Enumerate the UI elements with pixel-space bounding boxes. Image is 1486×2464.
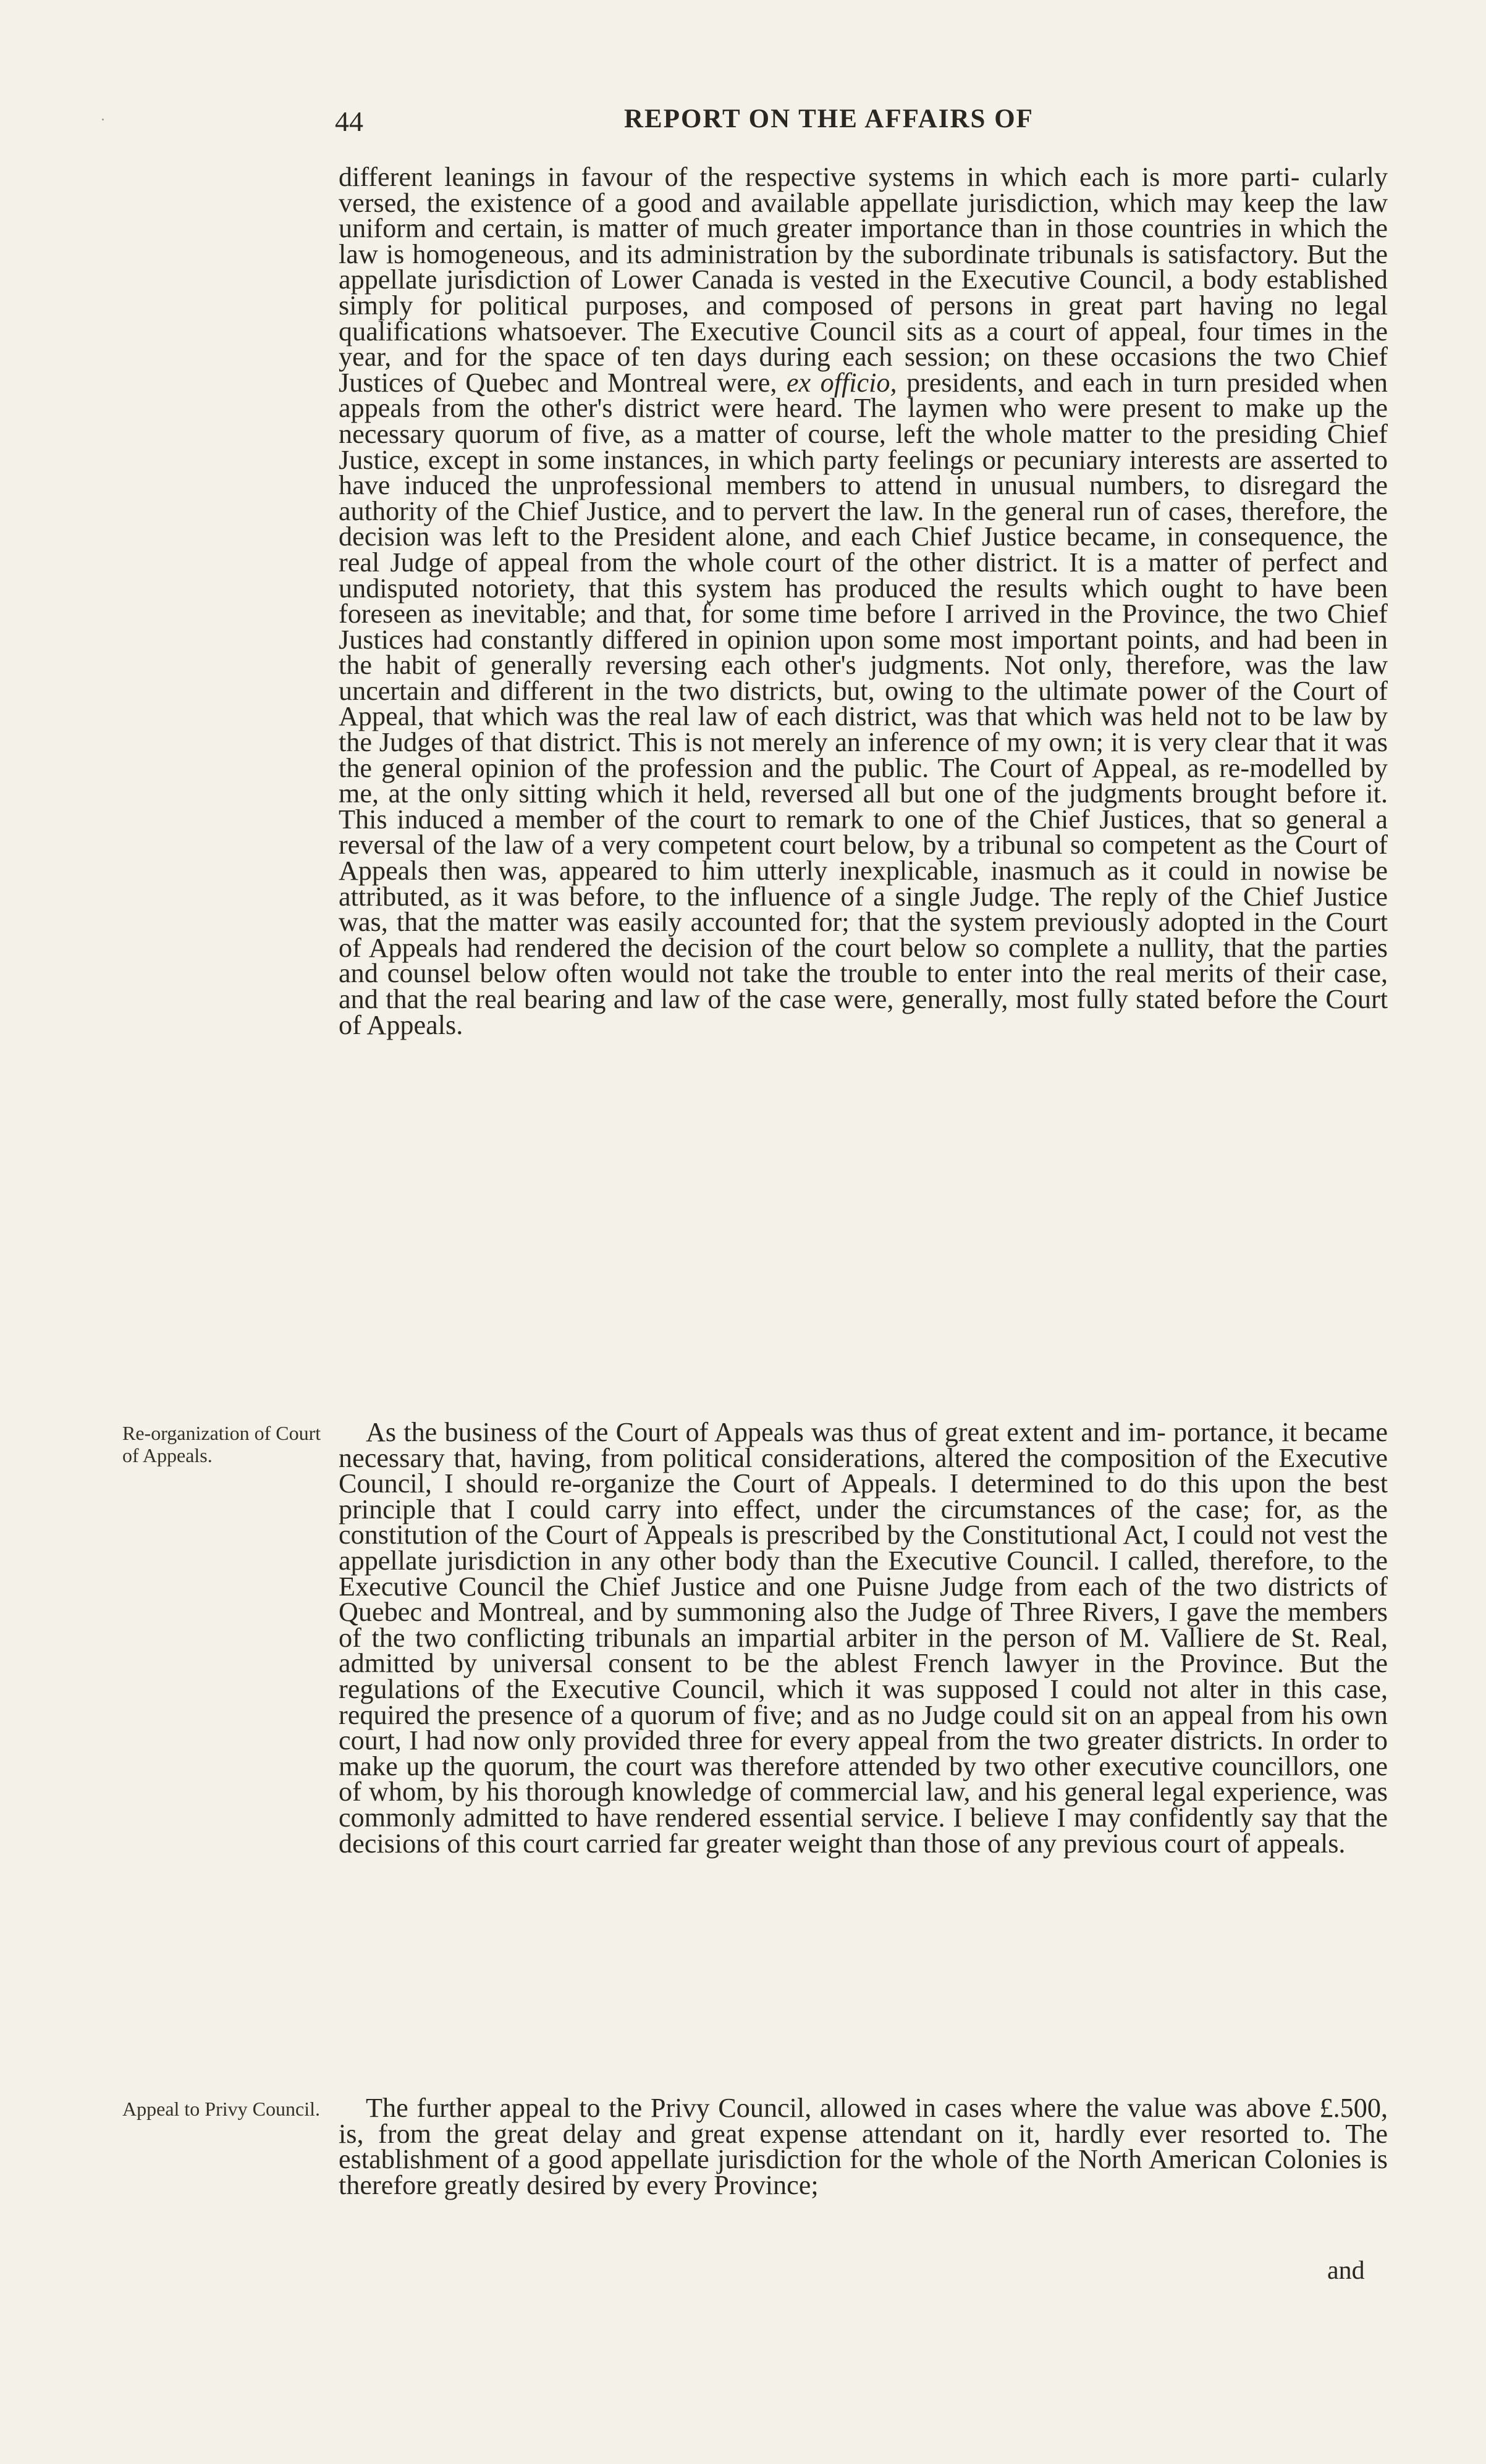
margin-note-reorganization: Re-organization of Court of Appeals. <box>122 1422 321 1466</box>
paragraph-appellate-jurisdiction <box>339 164 1388 1038</box>
paragraph-reorganization: As the business of the Court of Appeals was thus of great extent and im- portance, it became necessary that, having, from political considerations, altered the composition of the Executive Council, I should re-organize the Court of Appeals. I determined to do this upon the best principle that I could carry into effect, under the circumstances of the case; for, as the constitution of the Court of Appeals is prescribed by the Constitutional Act, I could not vest the appellate jurisdiction in any other body than the Executive Council. I called, therefore, to the Executive Council the Chief Justice and one Puisne Judge from each of the two districts of Quebec and Montreal, and by summoning also the Judge of Three Rivers, I gave the members of the two conflicting tribunals an impartial arbiter in the person of M. Valliere de St. Real, admitted by universal consent to be the ablest French lawyer in the Province. But the regulations of the Executive Council, which it was supposed I could not alter in this case, required the presence of a quorum of five; and as no Judge could sit on an appeal from his own court, I had now only provided three for every appeal from the two greater districts. In order to make up the quorum, the court was therefore attended by two other executive councillors, one of whom, by his thorough knowledge of commercial law, and his general legal experience, was commonly admitted to have rendered essential service. I believe I may confidently say that the decisions of this court carried far greater weight than those of any previous court of appeals. <box>339 1417 1388 1859</box>
running-title: REPORT ON THE AFFAIRS OF <box>624 104 1034 133</box>
paragraph-text-segment: presidents, and each in turn presided when appeals from the other's district were heard. The laymen who were present to make up the necessary quorum of five, as a matter of course, left the whole matter to the presiding Chief Justice, except in some instances, in which party feelings or pecuniary interests are asserted to have induced the unprofessional members to attend in unusual numbers, to disregard the authority of the Chief Justice, and to pervert the law. In the general run of cases, therefore, the decision was left to the President alone, and each Chief Justice became, in consequence, the real Judge of appeal from the whole court of the other district. It is a matter of perfect and undisputed notoriety, that this system has produced the results which ought to have been foreseen as inevitable; and that, for some time before I arrived in the Province, the two Chief Justices had constantly differed in opinion upon some most important points, and had been in the habit of generally reversing each other's judgments. Not only, therefore, was the law uncertain and different in the two districts, but, owing to the ultimate power of the Court of Appeal, that which was the real law of each district, was that which was held not to be law by the Judges of that district. This is not merely an inference of my own; it is very clear that it was the general opinion of the profession and the public. The Court of Appeal, as re-modelled by me, at the only sitting which it held, reversed all but one of the judgments brought before it. This induced a member of the court to remark to one of the Chief Justices, that so general a reversal of the law of a very competent court below, by a tribunal so competent as the Court of Appeals then was, appeared to him utterly inexplicable, inasmuch as it could in nowise be attributed, as it was before, to the influence of a single Judge. The reply of the Chief Justice was, that the matter was easily accounted for; that the system previously adopted in the Court of Appeals had rendered the decision of the court below so complete a nullity, that the parties and counsel below often would not take the trouble to enter into the real merits of their case, and that the real bearing and law of the case were, generally, most fully stated before the Court of Appeals. <box>339 367 1388 1040</box>
catchword: and <box>1327 2256 1365 2285</box>
paragraph-text-segment: different leanings in favour of the respective systems in which each is more parti- cularly versed, the existence of a good and available appellate jurisdiction, which may keep the law uniform and certain, is matter of much greater importance than in those countries in which the law is homogeneous, and its administration by the subordinate tribunals is satisfactory. But the appellate jurisdiction of Lower Canada is vested in the Executive Council, a body established simply for political purposes, and composed of persons in great part having no legal qualifications whatsoever. The Executive Council sits as a court of appeal, four times in the year, and for the space of ten days during each session; on these occasions the two Chief Justices of Quebec and Montreal were, <box>339 162 1388 398</box>
page-number: 44 <box>335 106 363 137</box>
margin-note-privy-council: Appeal to Privy Council. <box>122 2098 320 2120</box>
italic-phrase: ex officio, <box>786 367 897 398</box>
page-speck <box>102 119 104 120</box>
paragraph-privy-council: The further appeal to the Privy Council, allowed in cases where the value was above £.500, is, from the great delay and great expense attendant on it, hardly ever resorted to. The establishment of a good appellate jurisdiction for the whole of the North American Colonies is therefore greatly desired by every Province; <box>339 2093 1388 2200</box>
